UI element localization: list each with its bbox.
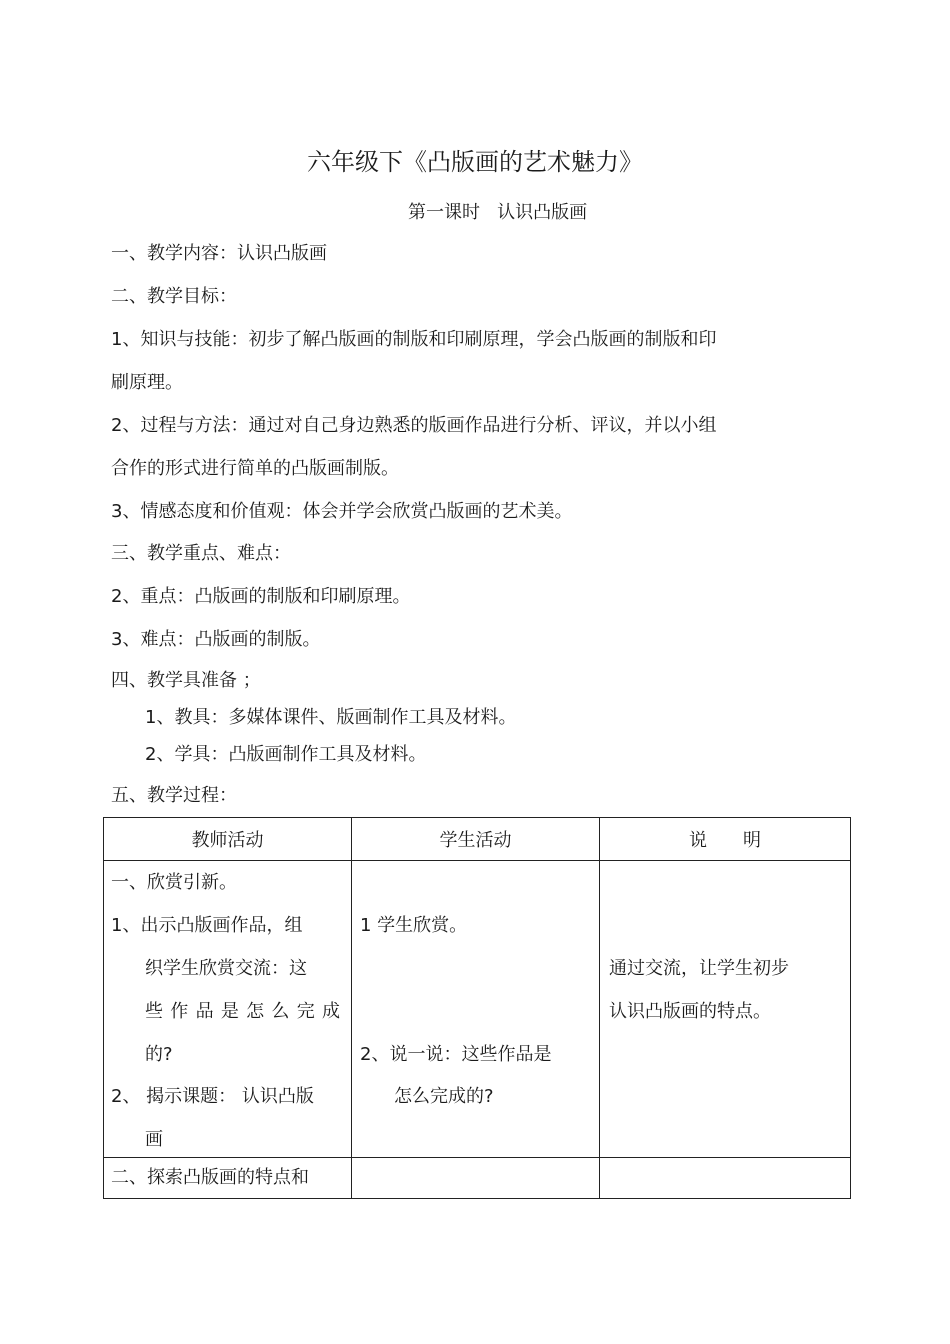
- header-student-activity: 学生活动: [352, 818, 600, 861]
- teacher-line: 些作品是怎么完成: [145, 1001, 340, 1022]
- student-activity-cell: [352, 1158, 600, 1199]
- student-line: 怎么完成的?: [394, 1086, 494, 1107]
- prep-teacher-tools: 1、教具：多媒体课件、版画制作工具及材料。: [145, 707, 517, 728]
- goal-2-line-1: 2、过程与方法：通过对自己身边熟悉的版画作品进行分析、评议，并以小组: [111, 415, 717, 436]
- prep-student-tools: 2、学具：凸版画制作工具及材料。: [145, 744, 427, 765]
- teacher-line: 画: [145, 1129, 163, 1150]
- goal-2-line-2: 合作的形式进行简单的凸版画制版。: [111, 458, 399, 479]
- table-header-row: [104, 818, 851, 861]
- note-line: 通过交流，让学生初步: [609, 958, 789, 979]
- teacher-line: 二、探索凸版画的特点和: [111, 1167, 309, 1188]
- key-point: 2、重点：凸版画的制版和印刷原理。: [111, 586, 411, 607]
- teacher-activity-cell: [104, 1158, 352, 1199]
- lesson-subtitle: 第一课时 认识凸版画: [408, 202, 588, 223]
- goal-1-line-1: 1、知识与技能：初步了解凸版画的制版和印刷原理，学会凸版画的制版和印: [111, 329, 717, 350]
- teaching-content: 一、教学内容：认识凸版画: [111, 243, 327, 264]
- student-activity-cell: [352, 861, 600, 1158]
- document-title: 六年级下《凸版画的艺术魅力》: [307, 148, 643, 176]
- difficult-point: 3、难点：凸版画的制版。: [111, 629, 321, 650]
- goal-3: 3、情感态度和价值观：体会并学会欣赏凸版画的艺术美。: [111, 501, 573, 522]
- teacher-line: 一、欣赏引新。: [111, 872, 237, 893]
- goals-heading: 二、教学目标：: [111, 286, 237, 307]
- teacher-activity-cell: [104, 861, 352, 1158]
- key-points-heading: 三、教学重点、难点：: [111, 543, 291, 564]
- teacher-line: 的?: [145, 1044, 173, 1065]
- prep-heading: 四、教学具准备 ；: [111, 670, 261, 691]
- teacher-line: 1、出示凸版画作品，组: [111, 915, 303, 936]
- table-row: [104, 861, 851, 1158]
- header-teacher-activity: 教师活动: [104, 818, 352, 861]
- teacher-line: 2、 揭示课题： 认识凸版: [111, 1086, 314, 1107]
- notes-cell: [600, 861, 851, 1158]
- teacher-line: 织学生欣赏交流：这: [145, 958, 307, 979]
- teaching-process-table: [103, 817, 851, 1199]
- header-notes: 说 明: [600, 818, 851, 861]
- note-line: 认识凸版画的特点。: [609, 1001, 771, 1022]
- table-row: [104, 1158, 851, 1199]
- process-heading: 五、教学过程：: [111, 785, 237, 806]
- student-line: 2、说一说：这些作品是: [360, 1044, 552, 1065]
- notes-cell: [600, 1158, 851, 1199]
- student-line: 1 学生欣赏。: [360, 915, 468, 936]
- goal-1-line-2: 刷原理。: [111, 372, 183, 393]
